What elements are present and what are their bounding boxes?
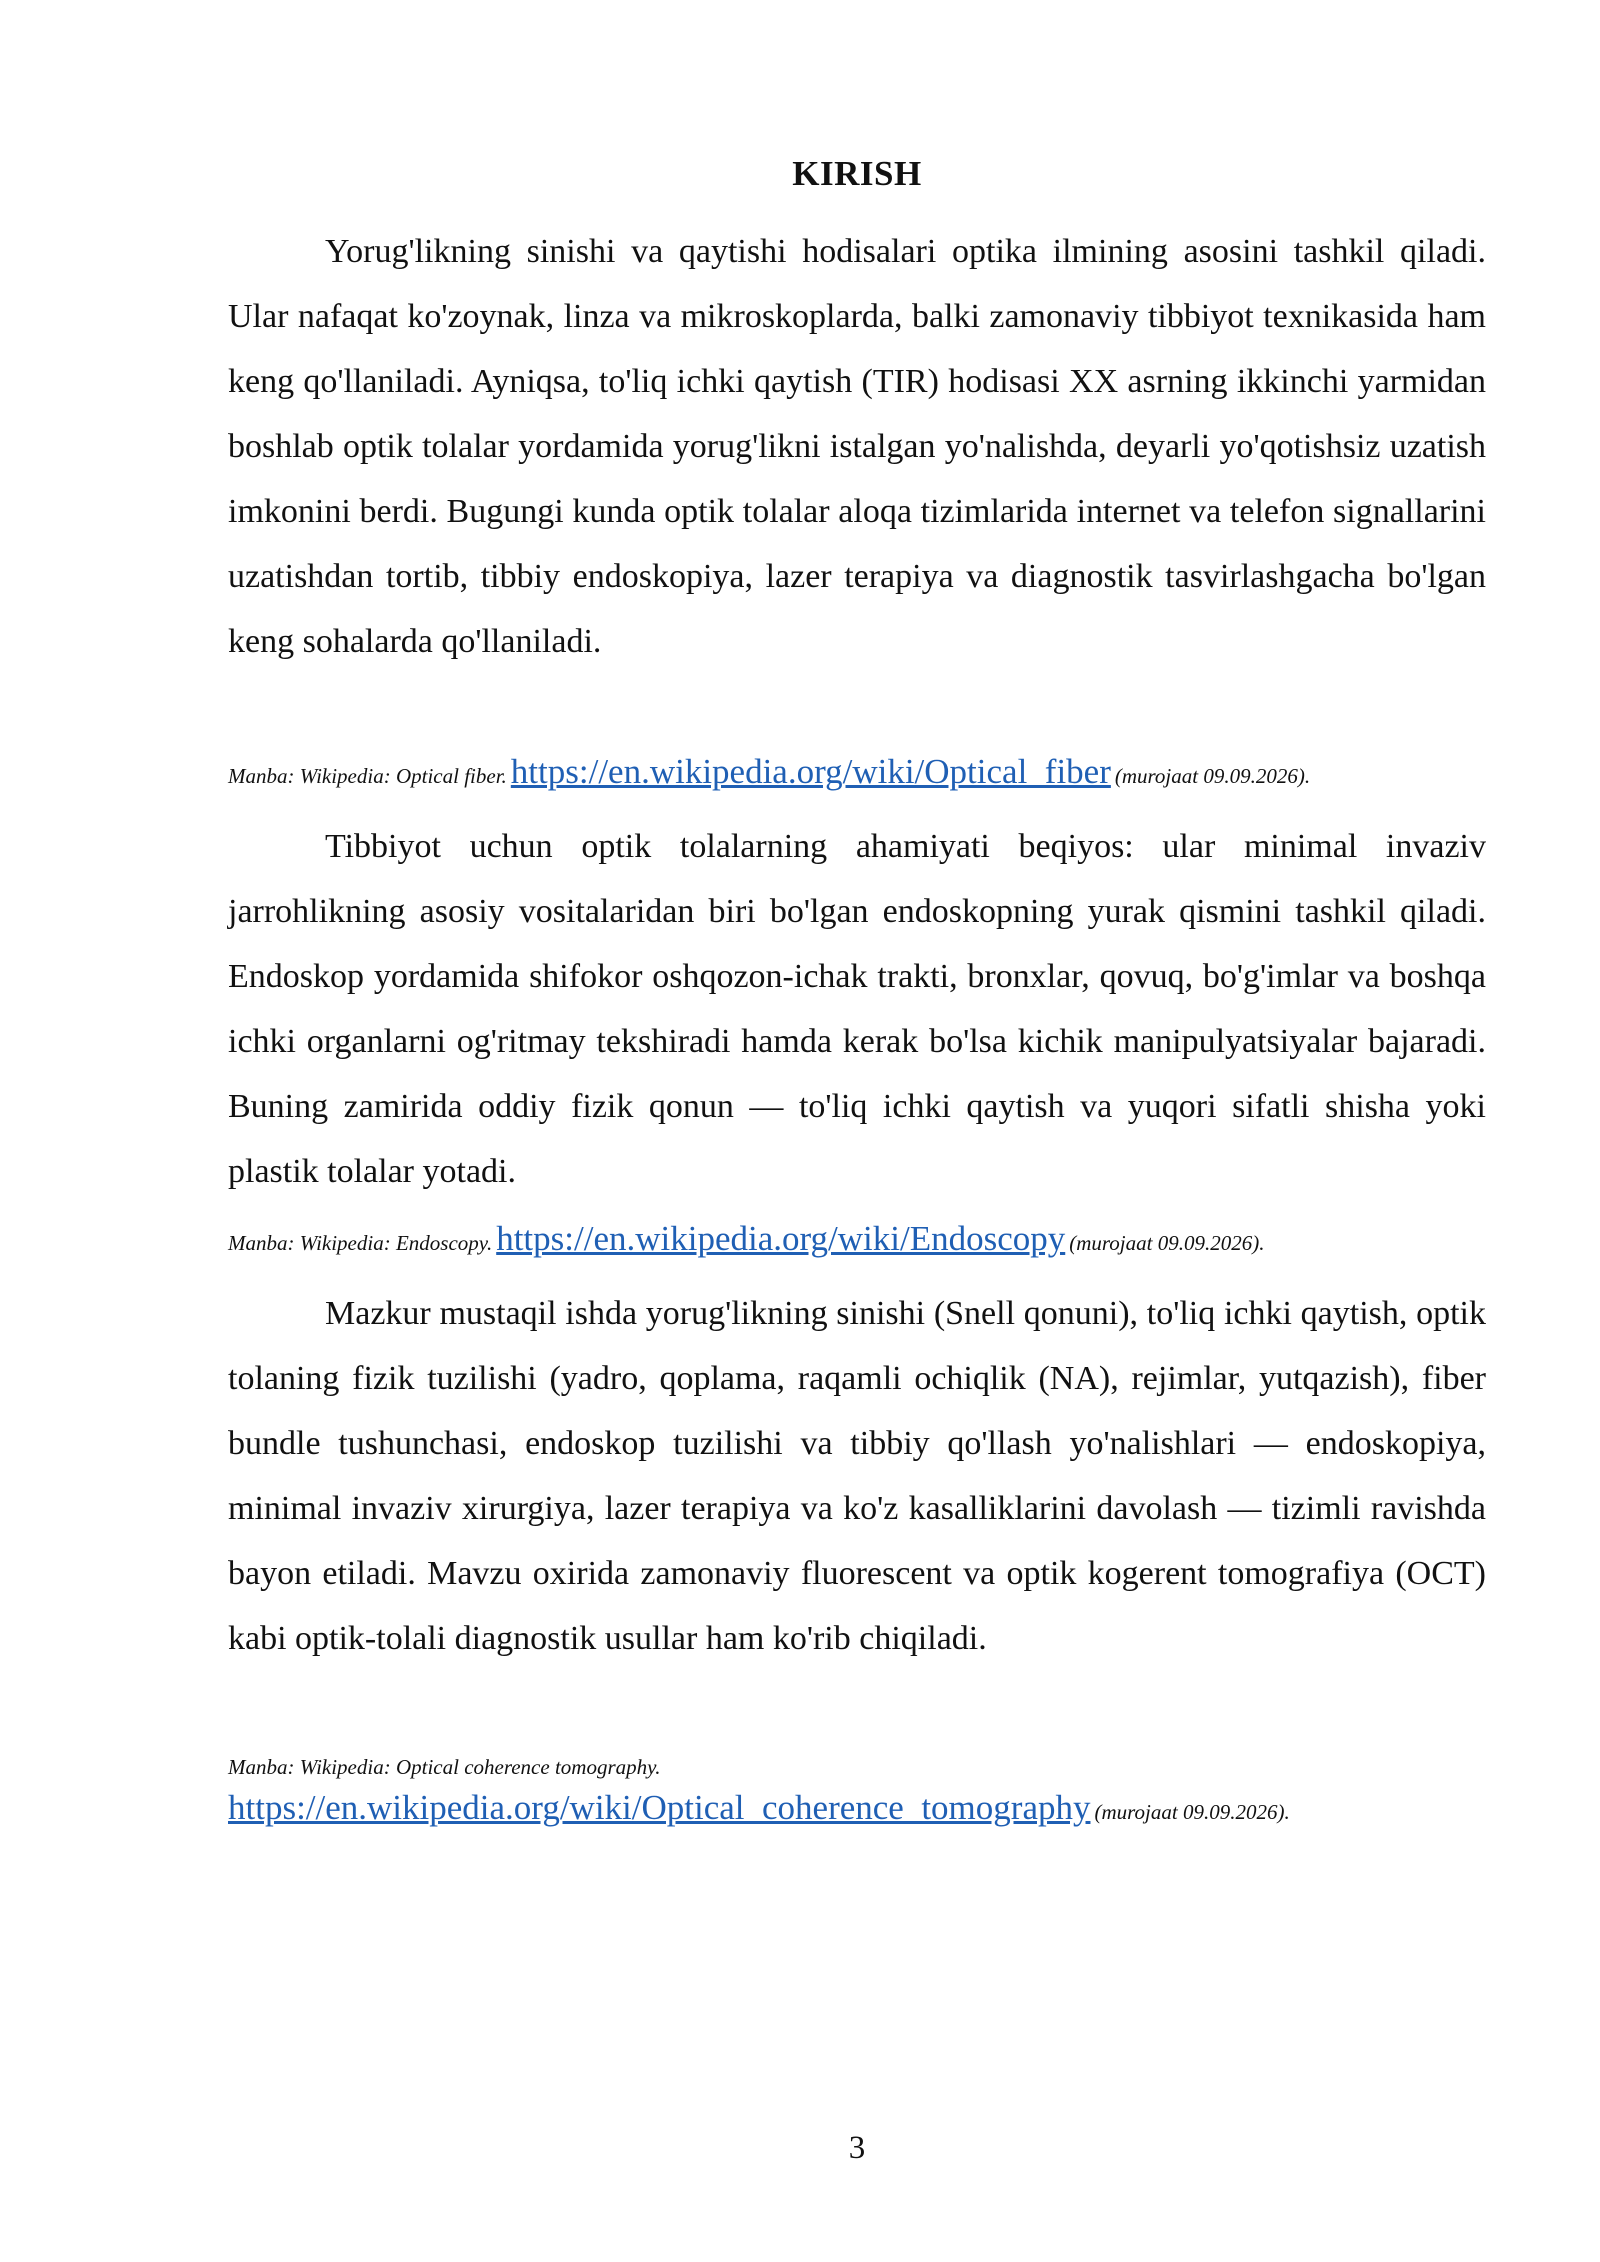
paragraph-intro: Yorug'likning sinishi va qaytishi hodisalari optika ilmining asosini tashkil qiladi. Ular nafaqat ko'zoynak, linza va mikroskoplarda, balki zamonaviy tibbiyot texnikasida ham keng qo'llaniladi. Ayniqsa, to'liq ichki qaytish (TIR) hodisasi XX asrning ikkinchi yarmidan boshlab optik tolalar yordamida yorug'likni istalgan yo'nalishda, deyarli yo'qotishsiz uzatish imkonini berdi. Bugungi kunda optik tolalar aloqa tizimlarida internet va telefon signallarini uzatishdan tortib, tibbiy endoskopiya, lazer terapiya va diagnostik tasvirlashgacha bo'lgan keng sohalarda qo'llaniladi. [228, 233, 1486, 660]
paragraph-scope: Mazkur mustaqil ishda yorug'likning sinishi (Snell qonuni), to'liq ichki qaytish, optik tolaning fizik tuzilishi (yadro, qoplama, raqamli ochiqlik (NA), rejimlar, yutqazish), fiber bundle tushunchasi, endoskop tuzilishi va tibbiy qo'llash yo'nalishlari — endoskopiya, minimal invaziv xirurgiya, lazer terapiya va ko'z kasalliklarini davolash — tizimli ravishda bayon etiladi. Mavzu oxirida zamonaviy fluorescent va optik kogerent tomografiya (OCT) kabi optik-tolali diagnostik usullar ham ko'rib chiqiladi. [228, 1295, 1486, 1657]
source-citation-optical-fiber [228, 752, 1486, 792]
source-citation-oct [228, 1752, 1486, 1838]
source-access-date: (murojaat 09.09.2026). [1094, 1800, 1290, 1824]
source-link-optical-fiber[interactable]: https://en.wikipedia.org/wiki/Optical_fiber [510, 752, 1111, 791]
page-number: 3 [848, 2130, 866, 2166]
source-access-date: (murojaat 09.09.2026). [1114, 764, 1311, 788]
section-title: KIRISH [792, 154, 922, 193]
source-link-endoscopy[interactable]: https://en.wikipedia.org/wiki/Endoscopy [496, 1219, 1066, 1258]
source-label: Manba: Wikipedia: Endoscopy. [228, 1231, 493, 1255]
paragraph-medicine: Tibbiyot uchun optik tolalarning ahamiyati beqiyos: ular minimal invaziv jarrohlikning asosiy vositalaridan biri bo'lgan endoskopning yurak qismini tashkil qiladi. Endoskop yordamida shifokor oshqozon-ichak trakti, bronxlar, qovuq, bo'g'imlar va boshqa ichki organlarni og'ritmay tekshiradi hamda kerak bo'lsa kichik manipulyatsiyalar bajaradi. Buning zamirida oddiy fizik qonun — to'liq ichki qaytish va yuqori sifatli shisha yoki plastik tolalar yotadi. [228, 828, 1486, 1190]
source-label: Manba: Wikipedia: Optical coherence tomography. [228, 1755, 661, 1779]
source-access-date: (murojaat 09.09.2026). [1069, 1231, 1265, 1255]
source-citation-endoscopy [228, 1219, 1486, 1259]
source-label: Manba: Wikipedia: Optical fiber. [228, 764, 507, 788]
source-link-oct[interactable]: https://en.wikipedia.org/wiki/Optical_coherence_tomography [228, 1788, 1091, 1827]
